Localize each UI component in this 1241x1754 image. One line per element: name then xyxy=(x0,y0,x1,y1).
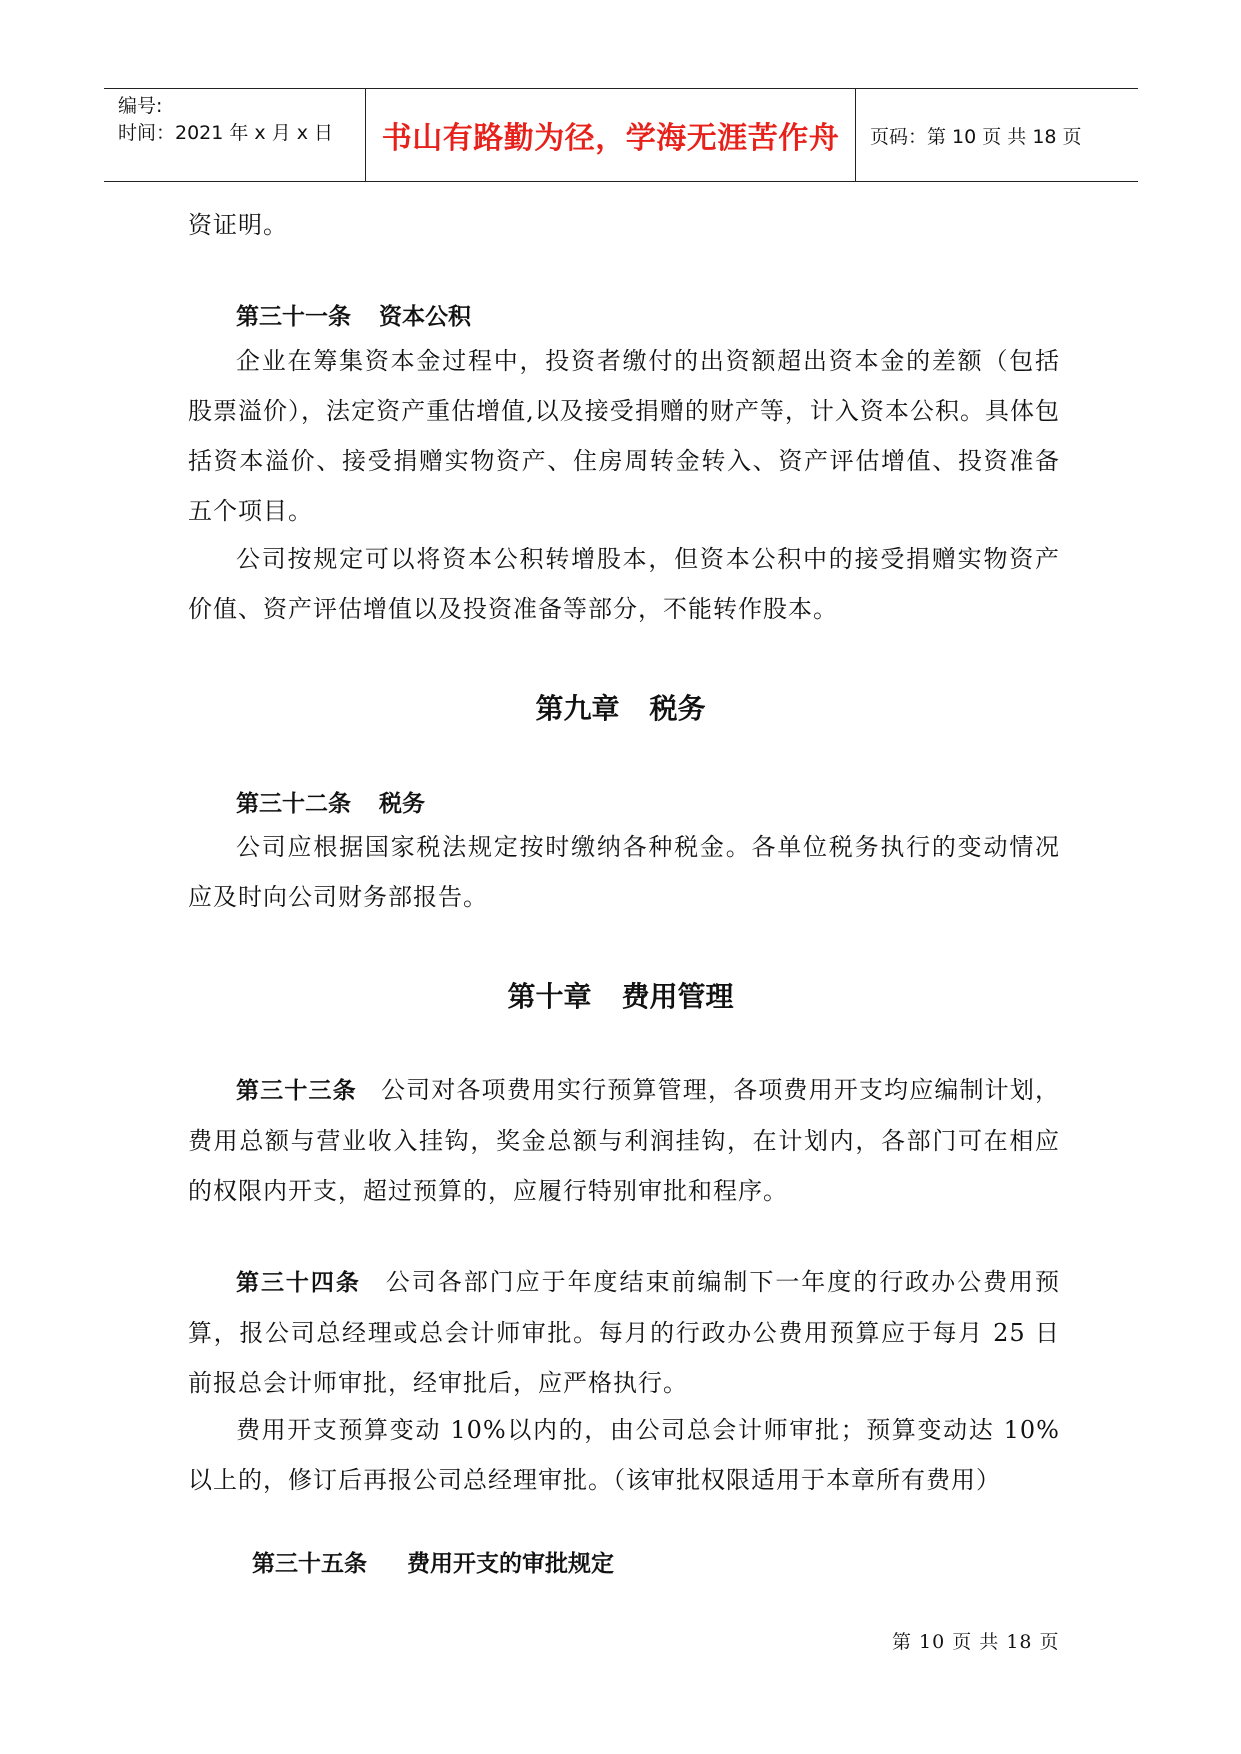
chapter-9-number: 第九章 xyxy=(535,692,620,725)
article-33-paragraph xyxy=(188,1065,1060,1216)
article-32-number: 第三十二条 xyxy=(236,791,351,817)
article-35-name: 费用开支的审批规定 xyxy=(407,1551,614,1577)
article-34-text: 公司各部门应于年度结束前编制下一年度的行政办公费用预算，报公司总经理或总会计师审批。每月的行政办公费用预算应于每月 25 日前报总会计师审批，经审批后，应严格执行。 xyxy=(188,1268,1061,1397)
chapter-10-name: 费用管理 xyxy=(621,980,734,1013)
article-34-paragraph xyxy=(188,1257,1060,1408)
chapter-10-heading xyxy=(0,975,1241,1015)
article-32-title xyxy=(236,785,425,818)
article-33-number: 第三十三条 xyxy=(236,1078,357,1104)
article-33-text: 公司对各项费用实行预算管理，各项费用开支均应编制计划，费用总额与营业收入挂钩，奖金总额与利润挂钩，在计划内，各部门可在相应的权限内开支，超过预算的，应履行特别审批和程序。 xyxy=(188,1076,1060,1205)
article-31-title xyxy=(236,298,471,331)
chapter-10-number: 第十章 xyxy=(507,980,592,1013)
article-32-paragraph-1: 公司应根据国家税法规定按时缴纳各种税金。各单位税务执行的变动情况应及时向公司财务部报告。 xyxy=(188,833,1060,911)
article-32-name: 税务 xyxy=(379,791,425,817)
header-meta-cell xyxy=(104,89,366,181)
article-31-number: 第三十一条 xyxy=(236,304,351,330)
chapter-9-name: 税务 xyxy=(649,692,706,725)
article-31-paragraph-1: 企业在筹集资本金过程中，投资者缴付的出资额超出资本金的差额（包括股票溢价），法定资产重估增值,以及接受捐赠的财产等，计入资本公积。具体包括资本溢价、接受捐赠实物资产、住房周转金转入、资产评估增值、投资准备五个项目。 xyxy=(188,347,1060,525)
article-31-paragraph-2: 公司按规定可以将资本公积转增股本，但资本公积中的接受捐赠实物资产价值、资产评估增值以及投资准备等部分，不能转作股本。 xyxy=(188,545,1060,623)
header-motto: 书山有路勤为径，学海无涯苦作舟 xyxy=(366,89,856,181)
chapter-9-heading xyxy=(0,687,1241,727)
article-34-paragraph-2: 费用开支预算变动 10%以内的，由公司总会计师审批；预算变动达 10%以上的，修订后再报公司总经理审批。（该审批权限适用于本章所有费用） xyxy=(188,1416,1060,1494)
page-header xyxy=(104,88,1138,182)
header-code-label: 编号: xyxy=(118,95,163,117)
header-page-info-text: 页码：第 10 页 共 18 页 xyxy=(870,125,1082,148)
header-time-label: 时间：2021 年 x 月 x 日 xyxy=(118,122,334,144)
continuation-text: 资证明。 xyxy=(188,211,288,239)
article-35-number: 第三十五条 xyxy=(252,1551,367,1577)
article-35-title xyxy=(252,1545,614,1578)
page-footer: 第 10 页 共 18 页 xyxy=(892,1631,1060,1653)
header-page-info xyxy=(856,89,1138,181)
article-34-number: 第三十四条 xyxy=(236,1270,361,1296)
article-31-name: 资本公积 xyxy=(379,304,471,330)
